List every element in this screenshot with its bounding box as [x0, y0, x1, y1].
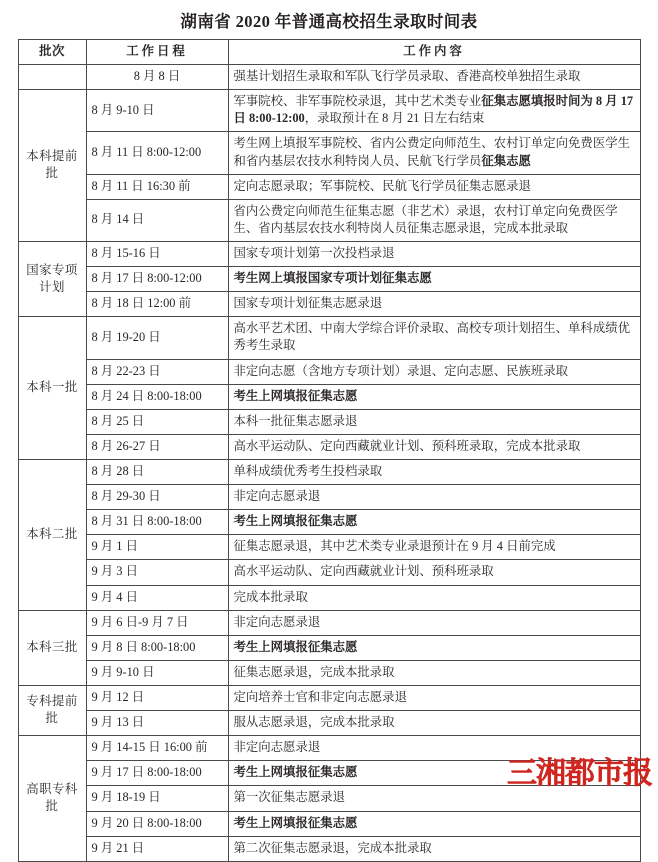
content-cell: 第一次征集志愿录退: [228, 786, 640, 811]
table-row: [18, 292, 640, 317]
column-header-date: 工作日程: [86, 40, 228, 65]
batch-label-cell: [18, 65, 86, 90]
batch-label-cell: 本科三批: [18, 610, 86, 685]
content-cell: 本科一批征集志愿录退: [228, 409, 640, 434]
table-row: [18, 685, 640, 710]
date-cell: 8 月 26-27 日: [86, 434, 228, 459]
table-row: [18, 660, 640, 685]
content-cell: 省内公费定向师范生征集志愿（非艺术）录退，农村订单定向免费医学生、省内基层农技水利特岗人员征集志愿录退，完成本批录取: [228, 199, 640, 241]
content-cell: 国家专项计划征集志愿录退: [228, 292, 640, 317]
date-cell: 8 月 25 日: [86, 409, 228, 434]
date-cell: 8 月 18 日 12:00 前: [86, 292, 228, 317]
table-row: [18, 535, 640, 560]
content-cell: 考生上网填报征集志愿: [228, 811, 640, 836]
date-cell: 9 月 6 日-9 月 7 日: [86, 610, 228, 635]
content-cell: 征集志愿录退，完成本批录取: [228, 660, 640, 685]
content-cell: 非定向志愿录退: [228, 485, 640, 510]
table-row: [18, 359, 640, 384]
batch-label-cell: 本科二批: [18, 459, 86, 610]
date-cell: 8 月 9-10 日: [86, 90, 228, 132]
date-cell: 9 月 12 日: [86, 685, 228, 710]
content-cell: 考生上网填报征集志愿: [228, 761, 640, 786]
date-cell: 8 月 22-23 日: [86, 359, 228, 384]
date-cell: 9 月 13 日: [86, 711, 228, 736]
table-row: [18, 811, 640, 836]
admission-schedule-table: [18, 39, 641, 862]
date-cell: 8 月 28 日: [86, 459, 228, 484]
content-text: ，录取预计在 8 月 21 日左右结束: [304, 111, 485, 126]
batch-label-cell: 国家专项计划: [18, 241, 86, 316]
date-cell: 9 月 3 日: [86, 560, 228, 585]
content-cell: 高水平运动队、定向西藏就业计划、预科班录取: [228, 560, 640, 585]
publisher-watermark: 三湘都市报: [507, 756, 652, 791]
table-row: [18, 510, 640, 535]
date-cell: 8 月 17 日 8:00-12:00: [86, 267, 228, 292]
date-cell: 8 月 29-30 日: [86, 485, 228, 510]
column-header-batch: 批次: [18, 40, 86, 65]
content-cell: 定向培养士官和非定向志愿录退: [228, 685, 640, 710]
content-cell: [228, 90, 640, 132]
date-cell: 8 月 11 日 8:00-12:00: [86, 132, 228, 174]
content-emphasis: 征集志愿填报时间为 8 月 17 日 8:00-12:00: [233, 94, 634, 126]
content-cell: 考生上网填报征集志愿: [228, 635, 640, 660]
content-emphasis: 征集志愿: [481, 153, 531, 168]
table-row: [18, 199, 640, 241]
date-cell: 9 月 4 日: [86, 585, 228, 610]
content-cell: 征集志愿录退，其中艺术类专业录退预计在 9 月 4 日前完成: [228, 535, 640, 560]
date-cell: 8 月 31 日 8:00-18:00: [86, 510, 228, 535]
content-cell: 考生上网填报征集志愿: [228, 510, 640, 535]
table-row: [18, 317, 640, 359]
content-cell: 非定向志愿录退: [228, 736, 640, 761]
content-cell: 考生上网填报征集志愿: [228, 384, 640, 409]
content-cell: 考生网上填报国家专项计划征集志愿: [228, 267, 640, 292]
table-row: [18, 434, 640, 459]
content-cell: 第二次征集志愿录退，完成本批录取: [228, 836, 640, 861]
date-cell: 9 月 20 日 8:00-18:00: [86, 811, 228, 836]
batch-label-cell: 专科提前批: [18, 685, 86, 735]
table-row: [18, 90, 640, 132]
content-text: 考生网上填报军事院校、省内公费定向师范生、农村订单定向免费医学生和省内基层农技水利特岗人员、民航飞行学员: [233, 136, 630, 168]
table-row: [18, 836, 640, 861]
batch-label-cell: 本科提前批: [18, 90, 86, 242]
table-row: [18, 132, 640, 174]
column-header-content: 工作内容: [228, 40, 640, 65]
date-cell: 9 月 21 日: [86, 836, 228, 861]
table-row: [18, 267, 640, 292]
table-row: [18, 65, 640, 90]
table-row: [18, 585, 640, 610]
page-title: 湖南省 2020 年普通高校招生录取时间表: [180, 12, 478, 31]
date-cell: 8 月 8 日: [86, 65, 228, 90]
content-cell: 单科成绩优秀考生投档录取: [228, 459, 640, 484]
content-cell: 服从志愿录退，完成本批录取: [228, 711, 640, 736]
date-cell: 8 月 15-16 日: [86, 241, 228, 266]
table-body: [18, 65, 640, 862]
table-row: [18, 384, 640, 409]
date-cell: 8 月 19-20 日: [86, 317, 228, 359]
batch-label-cell: 高职专科 批: [18, 736, 86, 862]
table-row: [18, 485, 640, 510]
batch-label-cell: 本科一批: [18, 317, 86, 460]
table-row: [18, 711, 640, 736]
date-cell: 8 月 11 日 16:30 前: [86, 174, 228, 199]
content-cell: 完成本批录取: [228, 585, 640, 610]
date-cell: 9 月 18-19 日: [86, 786, 228, 811]
table-row: [18, 560, 640, 585]
content-cell: [228, 132, 640, 174]
content-cell: 定向志愿录取；军事院校、民航飞行学员征集志愿录退: [228, 174, 640, 199]
date-cell: 8 月 24 日 8:00-18:00: [86, 384, 228, 409]
content-cell: 国家专项计划第一次投档录退: [228, 241, 640, 266]
table-header: [18, 40, 640, 65]
table-row: [18, 459, 640, 484]
table-row: [18, 409, 640, 434]
content-cell: 高水平运动队、定向西藏就业计划、预科班录取，完成本批录取: [228, 434, 640, 459]
content-cell: 强基计划招生录取和军队飞行学员录取、香港高校单独招生录取: [228, 65, 640, 90]
content-text: 军事院校、非军事院校录退，其中艺术类专业: [233, 94, 482, 109]
table-row: [18, 174, 640, 199]
header-row: [18, 40, 640, 65]
content-cell: 非定向志愿（含地方专项计划）录退、定向志愿、民族班录取: [228, 359, 640, 384]
table-row: [18, 241, 640, 266]
date-cell: 8 月 14 日: [86, 199, 228, 241]
date-cell: 9 月 14-15 日 16:00 前: [86, 736, 228, 761]
date-cell: 9 月 1 日: [86, 535, 228, 560]
table-row: [18, 610, 640, 635]
date-cell: 9 月 9-10 日: [86, 660, 228, 685]
table-row: [18, 635, 640, 660]
content-cell: 高水平艺术团、中南大学综合评价录取、高校专项计划招生、单科成绩优秀考生录取: [228, 317, 640, 359]
date-cell: 9 月 8 日 8:00-18:00: [86, 635, 228, 660]
date-cell: 9 月 17 日 8:00-18:00: [86, 761, 228, 786]
content-cell: 非定向志愿录退: [228, 610, 640, 635]
